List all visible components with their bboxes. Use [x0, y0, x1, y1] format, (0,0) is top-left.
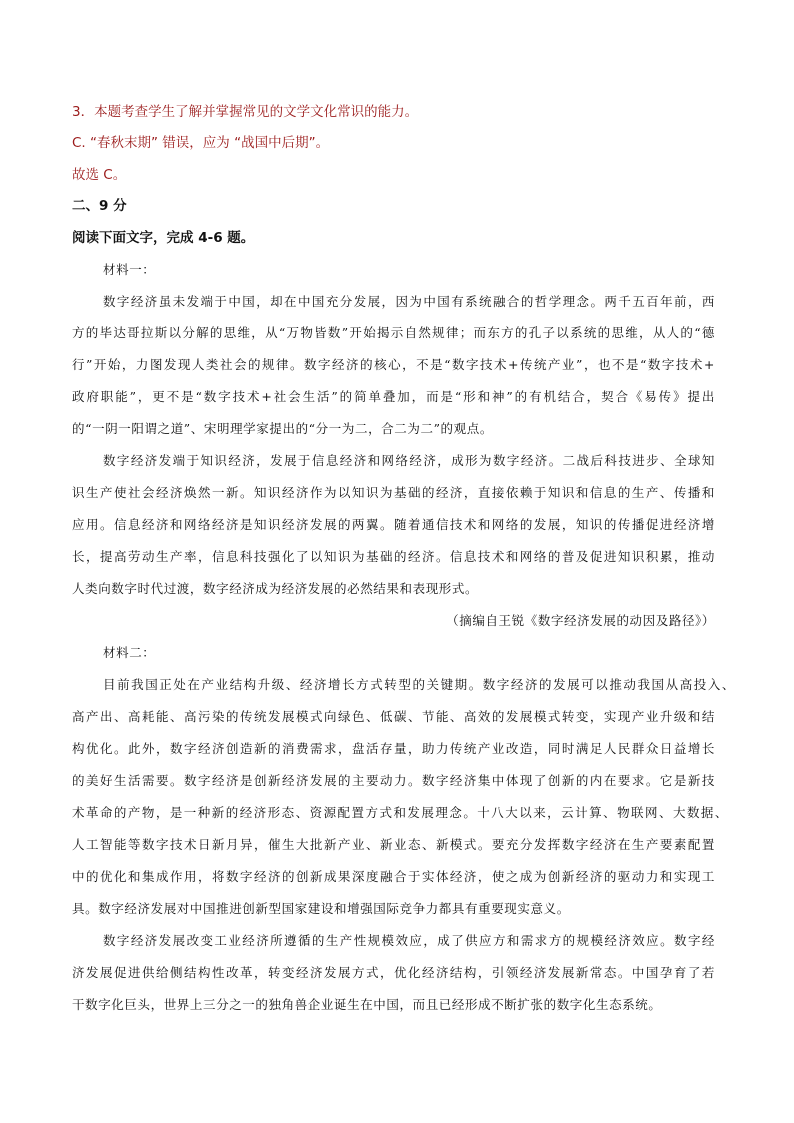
answer-line-1: 3．本题考查学生了解并掌握常见的文学文化常识的能力。: [72, 104, 419, 120]
answer-line-2: C. “春秋末期” 错误，应为 “战国中后期”。: [72, 135, 330, 151]
material-1-label: 材料一：: [103, 262, 156, 277]
material-2-line: 人工智能等数字技术日新月异，催生大批新产业、新业态、新模式。要充分发挥数字经济在生产要素配置: [72, 837, 715, 852]
material-2-line: 高产出、高耗能、高污染的传统发展模式向绿色、低碳、节能、高效的发展模式转变，实现产业升级和结: [72, 709, 715, 724]
material-2-line: 的美好生活需要。数字经济是创新经济发展的主要动力。数字经济集中体现了创新的内在要求。它是新技: [72, 773, 715, 788]
material-2-line: 具。数字经济发展对中国推进创新型国家建设和增强国际竞争力都具有重要现实意义。: [72, 901, 570, 916]
material-2-line: 干数字化巨头，世界上三分之一的独角兽企业诞生在中国，而且已经形成不断扩张的数字化生态系统。: [72, 997, 662, 1012]
material-2-line: 构优化。此外，数字经济创造新的消费需求，盘活存量，助力传统产业改造，同时满足人民群众日益增长: [72, 741, 715, 756]
section-heading: 二、9 分: [72, 198, 127, 214]
material-1-line: 行”开始，力图发现人类社会的规律。数字经济的核心，不是“数字技术+传统产业”，也不是“数字技术+: [72, 357, 715, 372]
material-1-source: （摘编自王锐《数字经济发展的动因及路径》）: [446, 613, 715, 628]
material-1-line: 数字经济发端于知识经济，发展于信息经济和网络经济，成形为数字经济。二战后科技进步、全球知: [103, 453, 715, 468]
answer-line-3: 故选 C。: [72, 167, 127, 183]
material-2-label: 材料二：: [103, 645, 156, 660]
material-2-line: 术革命的产物，是一种新的经济形态、资源配置方式和发展理念。十八大以来，云计算、物联网、大数据、: [72, 805, 728, 820]
material-2-line: 济发展促进供给侧结构性改革，转变经济发展方式，优化经济结构，引领经济发展新常态。中国孕育了若: [72, 965, 715, 980]
material-2-line: 目前我国正处在产业结构升级、经济增长方式转型的关键期。数字经济的发展可以推动我国从高投入、: [103, 677, 735, 692]
material-1-line: 方的毕达哥拉斯以分解的思维，从“万物皆数”开始揭示自然规律；而东方的孔子以系统的思维，从人的“德: [72, 325, 715, 340]
material-1-line: 应用。信息经济和网络经济是知识经济发展的两翼。随着通信技术和网络的发展，知识的传播促进经济增: [72, 517, 715, 532]
material-1-line: 的“一阴一阳谓之道”、宋明理学家提出的“分一为二，合二为二”的观点。: [72, 421, 493, 436]
material-1-line: 长，提高劳动生产率，信息科技强化了以知识为基础的经济。信息技术和网络的普及促进知识积累，推动: [72, 549, 715, 564]
material-2-line: 数字经济发展改变工业经济所遵循的生产性规模效应，成了供应方和需求方的规模经济效应。数字经: [103, 933, 715, 948]
material-1-line: 识生产使社会经济焕然一新。知识经济作为以知识为基础的经济，直接依赖于知识和信息的生产、传播和: [72, 485, 715, 500]
reading-instruction: 阅读下面文字，完成 4-6 题。: [72, 230, 255, 246]
material-1-line: 政府职能”，更不是“数字技术+社会生活”的简单叠加，而是“形和神”的有机结合，契合《易传》提出: [72, 389, 715, 404]
material-1-line: 人类向数字时代过渡，数字经济成为经济发展的必然结果和表现形式。: [72, 581, 479, 596]
material-2-line: 中的优化和集成作用，将数字经济的创新成果深度融合于实体经济，使之成为创新经济的驱动力和实现工: [72, 869, 715, 884]
material-1-line: 数字经济虽未发端于中国，却在中国充分发展，因为中国有系统融合的哲学理念。两千五百年前，西: [103, 294, 715, 309]
